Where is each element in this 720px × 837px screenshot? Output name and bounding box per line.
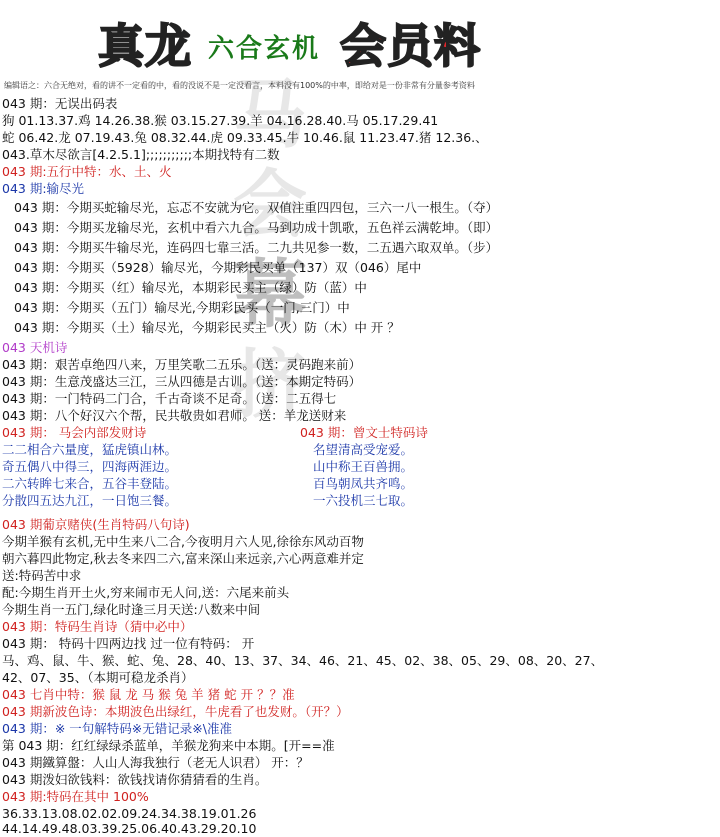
- text-line: 043 期鐵算盤：人山人海我独行（老无人识君） 开：？: [2, 755, 309, 770]
- text-line: 043 期：今期买（红）输尽光，本期彩民买主（绿）防（蓝）中: [14, 280, 367, 295]
- text-line: 42、07、35、（本期可稳龙杀肖）: [2, 670, 194, 685]
- text-line: 043 期：一门特码二门合，千古奇谈不足奇。（送：二五得七: [2, 391, 337, 406]
- poem-line: 一六投机三七取。: [313, 493, 414, 508]
- section-heading: 043 期：※ 一句解特码※无错记录※\准准: [2, 721, 232, 736]
- header-title-b: 六合玄机: [208, 34, 321, 64]
- text-line: 送:特码苦中求: [2, 568, 82, 583]
- text-line: 043 期：今期买蛇输尽光，忘忑不安就为它。双值注重四四包，三六一八一根生。（夺）: [14, 200, 499, 215]
- text-line: 马、鸡、鼠、牛、猴、蛇、兔、28、40、13、37、34、46、21、45、02、38、05、29、08、20、27、: [2, 653, 604, 668]
- text-line: 043.草木尽欲言[4.2.5.1];;;;;;;;;;;本期找特有二数: [2, 147, 280, 162]
- disclaimer: 编辑语之：六合无绝对，看的讲不一定看的中，看的没说不是一定没看言，本料没有100%的中率，即给对是一份非常有分量参考资料: [4, 81, 475, 90]
- text-line: 蛇 06.42.龙 07.19.43.兔 08.32.44.虎 09.33.45.牛 10.46.鼠 11.23.47.猪 12.36.、: [2, 130, 488, 145]
- section-heading: 043 期：曾文士特码诗: [300, 425, 428, 440]
- text-line: 043 期泼妇欲钱料：欲钱找请你猜猜看的生肖。: [2, 772, 268, 787]
- text-line: 第 043 期：红红绿绿杀蓝单，羊猴龙狗来中本期。[开==准: [2, 738, 335, 753]
- poem-line: 山中称王百兽拥。: [313, 459, 414, 474]
- number-line: 44.14.49.48.03.39.25.06.40.43.29.20.10: [2, 821, 257, 836]
- section-heading: 043 期： 马会内部发财诗: [2, 425, 147, 440]
- section-heading: 043 期:五行中特：水、土、火: [2, 164, 172, 179]
- watermark-char: 挤: [233, 342, 307, 428]
- poem-line: 二六转眸七来合，五谷丰登陆。: [2, 476, 178, 491]
- section-heading: 043 期:输尽光: [2, 181, 85, 196]
- text-line: 043 期：今期买（五门）输尽光,今期彩民买（一门,三门）中: [14, 300, 350, 315]
- text-line: 狗 01.13.37.鸡 14.26.38.猴 03.15.27.39.羊 04.16.28.40.马 05.17.29.41: [2, 113, 439, 128]
- text-line: 今期生肖一五门,绿化时逢三月天送:八数来中间: [2, 602, 261, 617]
- text-line: 043 期：今期买（土）输尽光，今期彩民买主（火）防（木）中 开 ？: [14, 320, 400, 335]
- header-title-a: 真龙: [98, 19, 192, 73]
- poem-line: 名望清高受宠爱。: [313, 442, 414, 457]
- section-heading: 043 期新波色诗：本期波色出绿红，牛虎看了也发财。（开？）: [2, 704, 349, 719]
- page-header: [0, 6, 720, 72]
- text-line: 043 期：无误出码表: [2, 96, 118, 111]
- text-line: 043 期：八个好汉六个帮，民共敬贵如君师。 送：羊龙送财来: [2, 408, 347, 423]
- poem-line: 分散四五达九江，一日饱三餐。: [2, 493, 178, 508]
- watermark-char: 幕: [233, 252, 307, 338]
- section-heading: 043 天机诗: [2, 340, 68, 355]
- section-heading: 043 期：特码生肖诗（猜中必中）: [2, 619, 193, 634]
- section-heading: 043 期葡京赌侠(生肖特码八句诗): [2, 517, 190, 532]
- text-line: 043 期：今期买牛输尽光，连码四七靠三活。二九共见参一数，二五遇六取双单。（步）: [14, 240, 499, 255]
- text-line: 043 期： 特码十四两边找 过一位有特码： 开: [2, 636, 255, 651]
- text-line: 今期羊猴有玄机,无中生来八二合,今夜明月六人见,徐徐东风动百物: [2, 534, 364, 549]
- watermark-char: 会: [233, 162, 307, 248]
- text-line: 043 期：生意茂盛达三江，三从四德是古训。（送：本期定特码）: [2, 374, 362, 389]
- text-line: 朝六暮四此物定,秋去冬来四二六,富来深山来远亲,六心两意难并定: [2, 551, 364, 566]
- poem-line: 奇五偶八中得三，四海两涯边。: [2, 459, 178, 474]
- section-heading: 043 期:特码在其中 100%: [2, 789, 149, 804]
- text-line: 043 期：艰苦卓绝四八来，万里笑歌二五乐。（送：灵码跑来前）: [2, 357, 362, 372]
- header-title-c: 会员料: [340, 19, 481, 73]
- number-line: 36.33.13.08.02.02.09.24.34.38.19.01.26: [2, 806, 257, 821]
- text-line: 043 期：今期买（5928）输尽光，今期彩民买单（137）双（046）尾中: [14, 260, 422, 275]
- text-line: 043 期：今期买龙输尽光，玄机中看六九合。马到功成十凯歌，五色祥云满乾坤。（即）: [14, 220, 499, 235]
- poem-line: 百鸟朝凤共齐鸣。: [313, 476, 414, 491]
- text-line: 配:今期生肖开土火,穷来闹市无人问,送：六尾来前头: [2, 585, 290, 600]
- poem-line: 二二相合六量度，猛虎镇山林。: [2, 442, 178, 457]
- section-heading: 043 七肖中特：猴 鼠 龙 马 猴 兔 羊 猪 蛇 开 ？？准: [2, 687, 295, 702]
- watermark-char: 马: [233, 72, 307, 158]
